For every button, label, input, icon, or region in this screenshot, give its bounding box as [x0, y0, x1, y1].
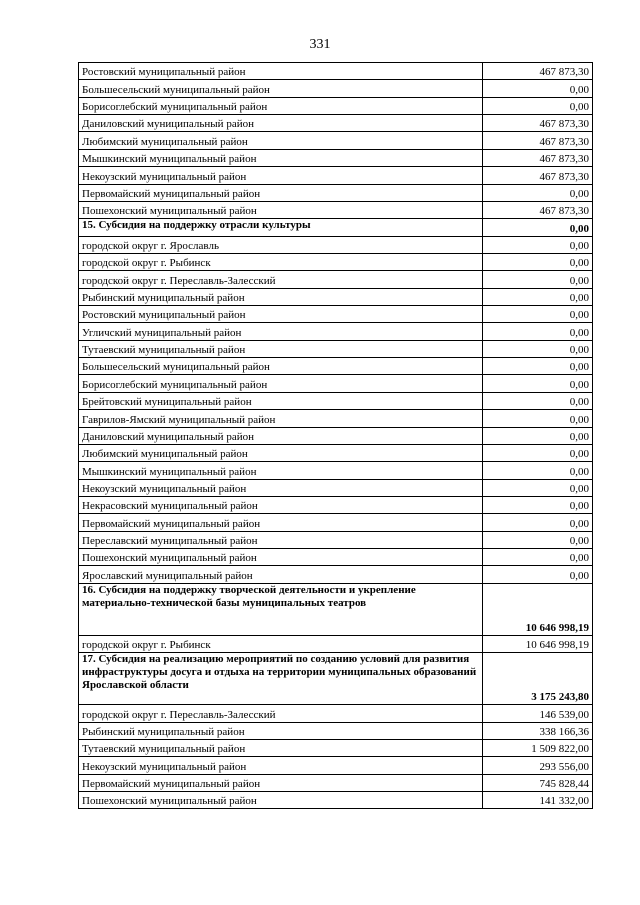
subsidy-amount: 467 873,30	[483, 115, 593, 132]
page-number: 331	[309, 37, 331, 52]
table-row	[79, 167, 593, 184]
subsidy-amount: 0,00	[483, 375, 593, 392]
table-row	[79, 253, 593, 270]
subsidy-amount: 0,00	[483, 340, 593, 357]
table-row	[79, 149, 593, 166]
table-row	[79, 722, 593, 739]
table-row	[79, 236, 593, 253]
municipality-name: Большесельский муниципальный район	[79, 358, 483, 375]
municipality-name: Первомайский муниципальный район	[79, 184, 483, 201]
table-row	[79, 705, 593, 722]
subsidy-amount: 467 873,30	[483, 132, 593, 149]
municipality-name: Рыбинский муниципальный район	[79, 288, 483, 305]
subsidy-amount: 0,00	[483, 514, 593, 531]
municipality-name: Даниловский муниципальный район	[79, 427, 483, 444]
section-total: 3 175 243,80	[483, 653, 593, 705]
subsidy-amount: 10 646 998,19	[483, 635, 593, 652]
municipality-name: Мышкинский муниципальный район	[79, 462, 483, 479]
table-row	[79, 427, 593, 444]
subsidy-amount: 0,00	[483, 271, 593, 288]
municipality-name: Ростовский муниципальный район	[79, 306, 483, 323]
table-row	[79, 80, 593, 97]
subsidy-amount: 141 332,00	[483, 791, 593, 808]
municipality-name: Большесельский муниципальный район	[79, 80, 483, 97]
table-row	[79, 132, 593, 149]
municipality-name: Некоузский муниципальный район	[79, 167, 483, 184]
municipality-name: Тутаевский муниципальный район	[79, 340, 483, 357]
table-row	[79, 635, 593, 652]
section-title: 17. Субсидия на реализацию мероприятий по созданию условий для развития инфраструктуры досуга и отдыха на территории муниципальных образований Ярославской области	[79, 653, 483, 705]
subsidy-amount: 467 873,30	[483, 149, 593, 166]
table-row	[79, 496, 593, 513]
table-row	[79, 323, 593, 340]
table-row	[79, 63, 593, 80]
municipality-name: Угличский муниципальный район	[79, 323, 483, 340]
municipality-name: Ярославский муниципальный район	[79, 566, 483, 583]
table-row	[79, 479, 593, 496]
subsidy-amount: 0,00	[483, 462, 593, 479]
municipality-name: Некоузский муниципальный район	[79, 479, 483, 496]
subsidy-amount: 467 873,30	[483, 167, 593, 184]
subsidy-amount: 0,00	[483, 410, 593, 427]
municipality-name: городской округ г. Ярославль	[79, 236, 483, 253]
section-title: 15. Субсидия на поддержку отрасли культуры	[79, 219, 483, 236]
section-total: 10 646 998,19	[483, 583, 593, 635]
municipality-name: Первомайский муниципальный район	[79, 774, 483, 791]
municipality-name: Брейтовский муниципальный район	[79, 392, 483, 409]
section-header-row	[79, 653, 593, 705]
table-row	[79, 791, 593, 808]
subsidy-amount: 0,00	[483, 253, 593, 270]
subsidy-amount: 0,00	[483, 427, 593, 444]
section-header-row	[79, 219, 593, 236]
subsidy-table-body	[79, 63, 593, 809]
subsidy-amount: 0,00	[483, 549, 593, 566]
municipality-name: Первомайский муниципальный район	[79, 514, 483, 531]
table-row	[79, 514, 593, 531]
table-row	[79, 340, 593, 357]
table-row	[79, 392, 593, 409]
table-row	[79, 549, 593, 566]
table-row	[79, 306, 593, 323]
subsidy-amount: 338 166,36	[483, 722, 593, 739]
municipality-name: городской округ г. Переславль-Залесский	[79, 705, 483, 722]
table-row	[79, 97, 593, 114]
section-total: 0,00	[483, 219, 593, 236]
subsidy-amount: 1 509 822,00	[483, 739, 593, 756]
subsidy-amount: 0,00	[483, 306, 593, 323]
municipality-name: Борисоглебский муниципальный район	[79, 375, 483, 392]
subsidy-amount: 0,00	[483, 566, 593, 583]
table-row	[79, 774, 593, 791]
municipality-name: Переславский муниципальный район	[79, 531, 483, 548]
municipality-name: Мышкинский муниципальный район	[79, 149, 483, 166]
section-title: 16. Субсидия на поддержку творческой деятельности и укрепление материально-технической базы муниципальных театров	[79, 583, 483, 635]
table-row	[79, 115, 593, 132]
municipality-name: Пошехонский муниципальный район	[79, 549, 483, 566]
table-row	[79, 757, 593, 774]
subsidy-amount: 745 828,44	[483, 774, 593, 791]
subsidy-amount: 467 873,30	[483, 63, 593, 80]
subsidy-amount: 0,00	[483, 97, 593, 114]
municipality-name: Любимский муниципальный район	[79, 132, 483, 149]
municipality-name: Некоузский муниципальный район	[79, 757, 483, 774]
municipality-name: Ростовский муниципальный район	[79, 63, 483, 80]
subsidy-amount: 0,00	[483, 479, 593, 496]
table-row	[79, 566, 593, 583]
municipality-name: Любимский муниципальный район	[79, 444, 483, 461]
subsidy-amount: 0,00	[483, 323, 593, 340]
table-row	[79, 410, 593, 427]
subsidy-amount: 0,00	[483, 288, 593, 305]
subsidy-amount: 146 539,00	[483, 705, 593, 722]
table-row	[79, 201, 593, 218]
table-row	[79, 184, 593, 201]
subsidy-amount: 0,00	[483, 444, 593, 461]
municipality-name: Даниловский муниципальный район	[79, 115, 483, 132]
table-row	[79, 358, 593, 375]
subsidy-amount: 0,00	[483, 531, 593, 548]
subsidy-table	[78, 62, 593, 809]
municipality-name: городской округ г. Рыбинск	[79, 253, 483, 270]
table-row	[79, 375, 593, 392]
subsidy-amount: 467 873,30	[483, 201, 593, 218]
section-header-row	[79, 583, 593, 635]
table-row	[79, 271, 593, 288]
subsidy-amount: 0,00	[483, 184, 593, 201]
subsidy-amount: 0,00	[483, 80, 593, 97]
municipality-name: Борисоглебский муниципальный район	[79, 97, 483, 114]
subsidy-amount: 293 556,00	[483, 757, 593, 774]
municipality-name: Рыбинский муниципальный район	[79, 722, 483, 739]
table-row	[79, 444, 593, 461]
subsidy-amount: 0,00	[483, 358, 593, 375]
table-row	[79, 462, 593, 479]
table-row	[79, 739, 593, 756]
table-row	[79, 531, 593, 548]
municipality-name: Некрасовский муниципальный район	[79, 496, 483, 513]
municipality-name: Пошехонский муниципальный район	[79, 791, 483, 808]
subsidy-amount: 0,00	[483, 496, 593, 513]
subsidy-amount: 0,00	[483, 392, 593, 409]
subsidy-amount: 0,00	[483, 236, 593, 253]
municipality-name: Пошехонский муниципальный район	[79, 201, 483, 218]
municipality-name: городской округ г. Переславль-Залесский	[79, 271, 483, 288]
municipality-name: Гаврилов-Ямский муниципальный район	[79, 410, 483, 427]
table-row	[79, 288, 593, 305]
municipality-name: городской округ г. Рыбинск	[79, 635, 483, 652]
municipality-name: Тутаевский муниципальный район	[79, 739, 483, 756]
